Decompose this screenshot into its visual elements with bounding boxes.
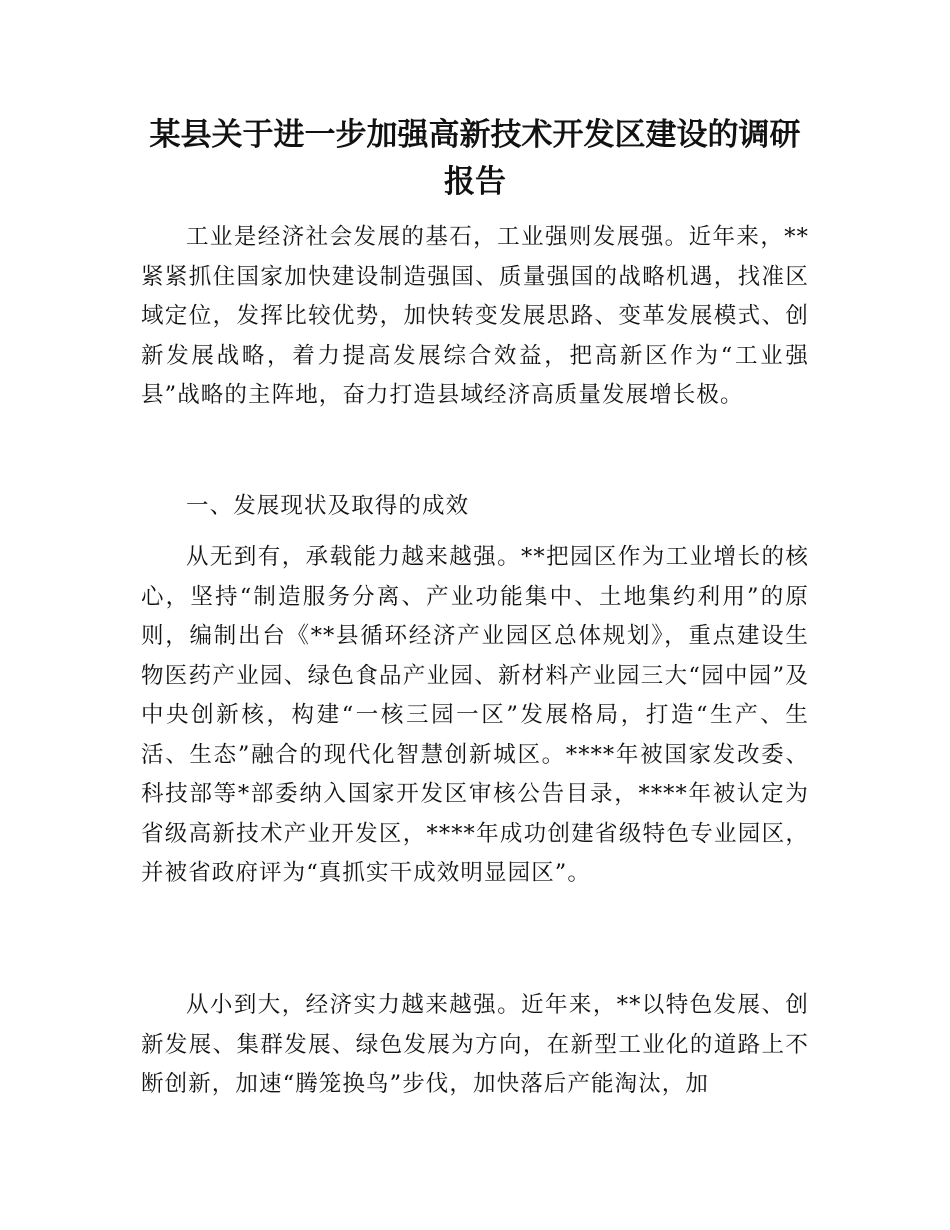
body-paragraph: 从无到有，承载能力越来越强。**把园区作为工业增长的核心，坚持“制造服务分离、产业功能集中、土地集约利用”的原则，编制出台《**县循环经济产业园区总体规划》，重点建设生物医药产业园、绿色食品产业园、新材料产业园三大“园中园”及中央创新核，构建“一核三园一区”发展格局，打造“生产、生活、生态”融合的现代化智慧创新城区。****年被国家发改委、科技部等*部委纳入国家开发区审核公告目录，****年被认定为省级高新技术产业开发区，****年成功创建省级特色专业园区，并被省政府评为“真抓实干成效明显园区”。 (141, 544, 809, 886)
document-title: 某县关于进一步加强高新技术开发区建设的调研报告 (149, 117, 801, 200)
body-paragraph: 从小到大，经济实力越来越强。近年来，**以特色发展、创新发展、集群发展、绿色发展为方向，在新型工业化的道路上不断创新，加速“腾笼换鸟”步伐，加快落后产能淘汰，加 (141, 992, 809, 1097)
section-heading: 一、发展现状及取得的成效 (186, 493, 470, 519)
intro-paragraph: 工业是经济社会发展的基石，工业强则发展强。近年来，**紧紧抓住国家加快建设制造强国、质量强国的战略机遇，找准区域定位，发挥比较优势，加快转变发展思路、变革发展模式、创新发展战略，着力提高发展综合效益，把高新区作为“工业强县”战略的主阵地，奋力打造县域经济高质量发展增长极。 (141, 224, 809, 408)
